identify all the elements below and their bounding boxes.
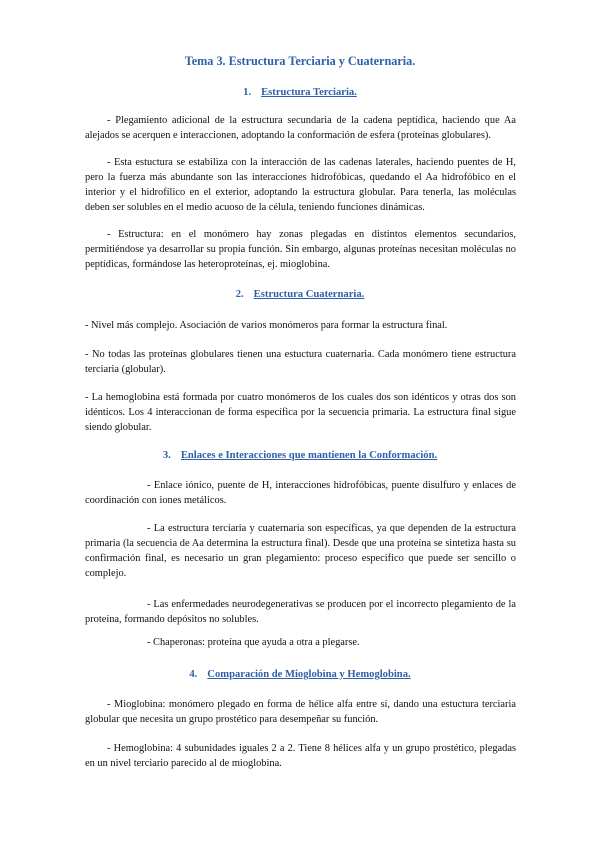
section-number: 1. (243, 87, 252, 98)
paragraph: - Esta estuctura se estabiliza con la interacción de las cadenas laterales, haciendo puentes de H, pero la fuerza más abundante son las interacciones hidrofóbicas, quedando el Aa hidrofóbico en el interior y el hidrofílico en el exterior, adoptando la estructura globular. Para tenerla, las moléculas deben ser solubles en el medio acuoso de la célula, teniendo funciones dinámicas. (85, 157, 516, 213)
paragraph: - Hemoglobina: 4 subunidades iguales 2 a 2. Tiene 8 hélices alfa y un grupo prostético, plegadas en un nivel terciario parecido al de mioglobina. (85, 743, 516, 769)
paragraph: - Plegamiento adicional de la estructura secundaria de la cadena peptídica, haciendo que Aa alejados se acerquen e interaccionen, adoptando la conformación de esfera (proteínas globulares). (85, 115, 516, 141)
paragraph: - Chaperonas: proteína que ayuda a otra a plegarse. (147, 637, 360, 648)
section-heading-1 (0, 85, 600, 100)
paragraph: - No todas las proteínas globulares tienen una estuctura cuaternaria. Cada monómero tiene estructura terciaria (globular). (85, 349, 516, 375)
paragraph: - Nivel más complejo. Asociación de varios monómeros para formar la estructura final. (85, 320, 448, 331)
section-title: Enlaces e Interacciones que mantienen la Conformación. (180, 450, 438, 461)
section-title: Comparación de Mioglobina y Hemoglobina. (207, 669, 411, 680)
paragraph: - Mioglobina: monómero plegado en forma de hélice alfa entre sí, dando una estuctura terciaria globular que necesita un grupo prostético para desempeñar su función. (85, 699, 516, 725)
section-number: 2. (235, 289, 244, 300)
document-title: Tema 3. Estructura Terciaria y Cuaternaria. (184, 54, 416, 68)
section-heading-4 (0, 667, 600, 682)
section-number: 3. (162, 450, 171, 461)
section-heading-3 (0, 448, 600, 463)
paragraph: - Las enfermedades neurodegenerativas se producen por el incorrecto plegamiento de la proteína, formando depósitos no solubles. (85, 599, 516, 625)
section-heading-2 (0, 287, 600, 302)
paragraph: - La hemoglobina está formada por cuatro monómeros de los cuales dos son idénticos y otras dos son idénticos. Los 4 interaccionan de forma específica por la secuencia primaria. La estructura final sigue siendo globular. (85, 392, 516, 433)
paragraph: - Estructura: en el monómero hay zonas plegadas en distintos elementos secundarios, permitiéndose ya desarrollar su propia función. Sin embargo, algunas proteínas necesitan moléculas no peptídicas, formándose las heteroproteínas, ej. mioglobina. (85, 229, 516, 270)
paragraph: - La estructura terciaria y cuaternaria son específicas, ya que dependen de la estructura primaria (la secuencia de Aa determina la estructura final). Desde que una proteína se sintetiza hasta su confirmación final, es necesario un gran plegamiento: proceso específico que puede ser sencillo o complejo. (85, 523, 516, 579)
section-number: 4. (189, 669, 198, 680)
section-title: Estructura Terciaria. (261, 87, 357, 98)
section-title: Estructura Cuaternaria. (253, 289, 365, 300)
paragraph: - Enlace iónico, puente de H, interacciones hidrofóbicas, puente disulfuro y enlaces de coordinación con iones metálicos. (85, 480, 516, 506)
